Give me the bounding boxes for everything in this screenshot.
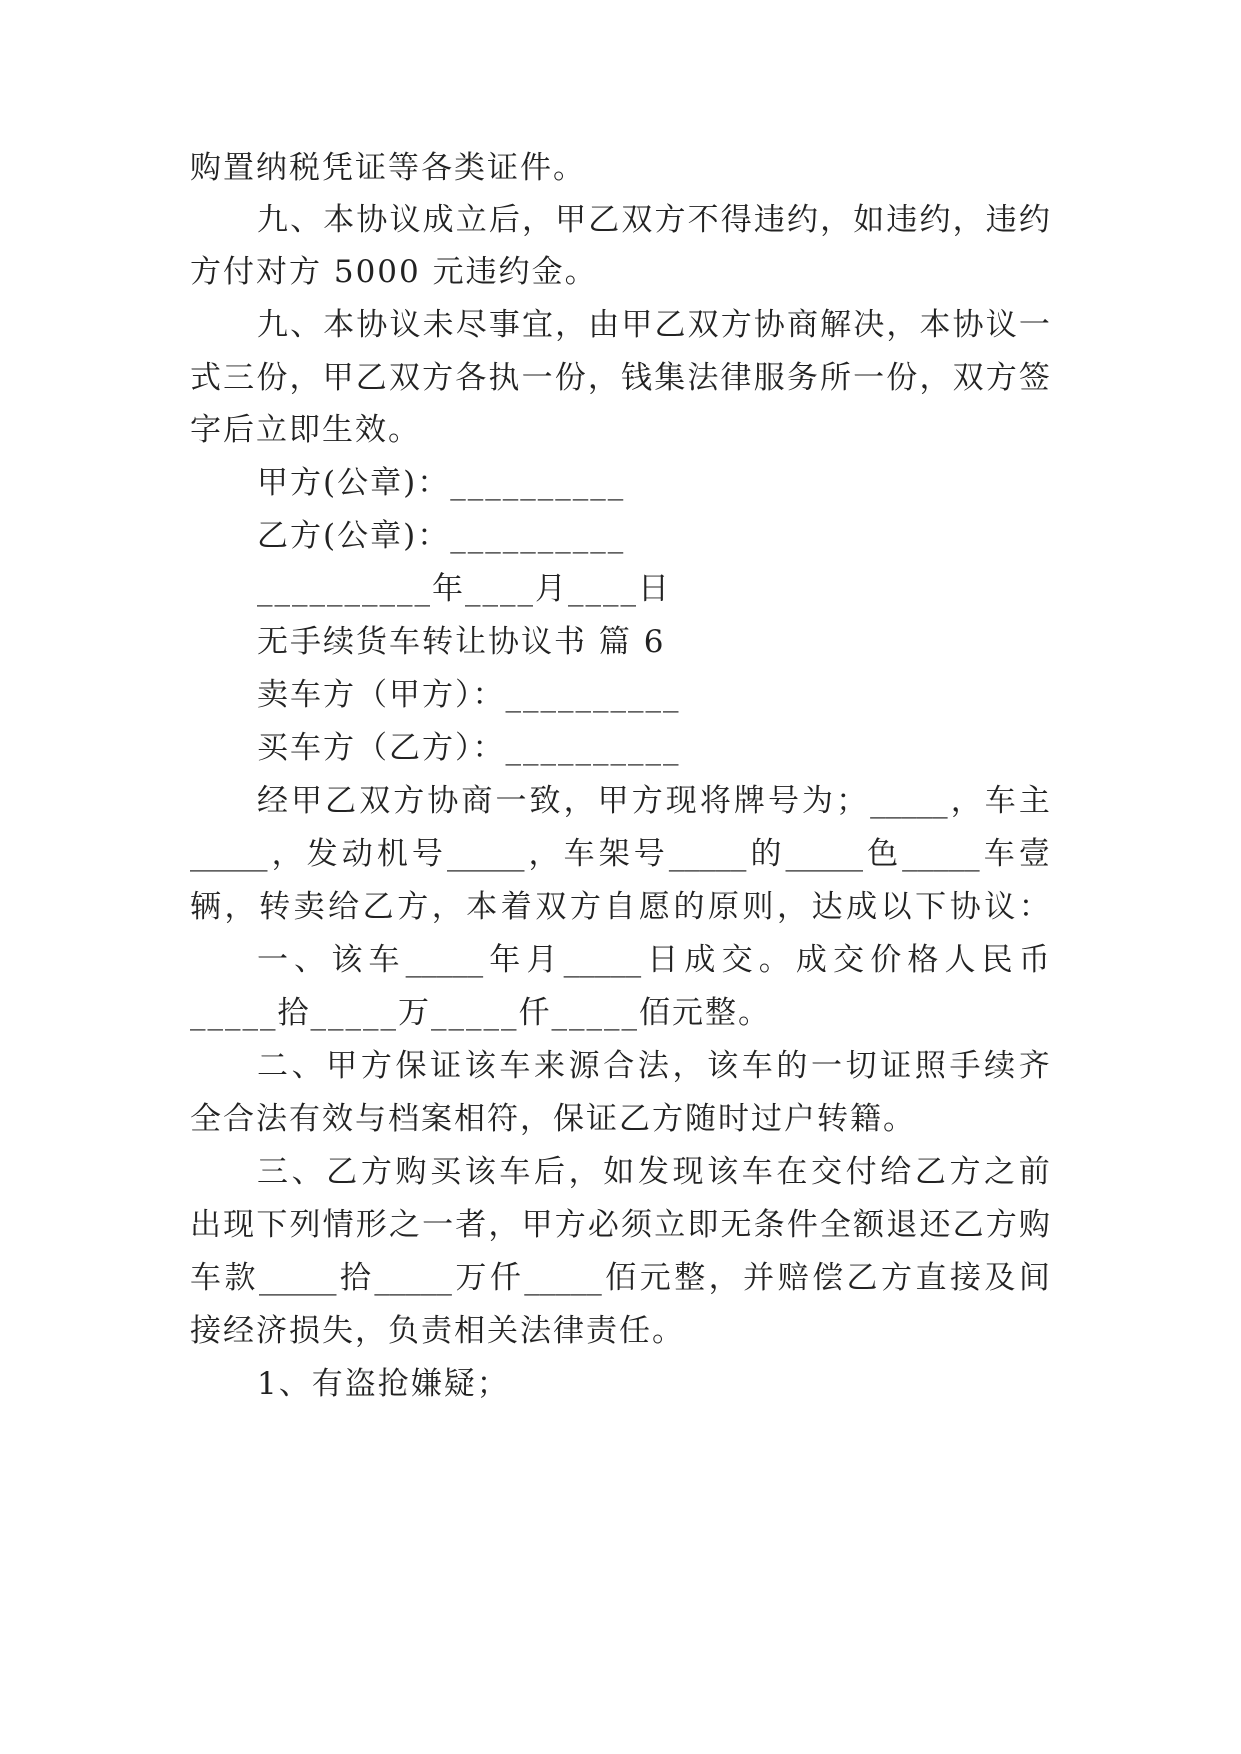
text-line-19: 全合法有效与档案相符，保证乙方随时过户转籍。: [190, 1101, 916, 1137]
text-line-5: 式 三 份 ， 甲 乙 双 方 各 执 一 份 ， 钱 集 法 律 服 务 所 一 份 ， 双 方 签: [190, 360, 1050, 396]
text-line-20: 三 、 乙 方 购 买 该 车 后 ， 如 发 现 该 车 在 交 付 给 乙 方 之 前: [257, 1154, 1050, 1190]
signature-party-b: 乙方(公章)：__________: [257, 518, 626, 554]
text-line-3: 方付对方 5000 元违约金。: [190, 254, 598, 290]
text-line-2: 九 、 本 协 议 成 立 后 ， 甲 乙 双 方 不 得 违 约 ， 如 违 约 ， 违 约: [257, 202, 1050, 238]
list-item-1: 1、有盗抢嫌疑；: [257, 1366, 510, 1402]
buyer-line: 买车方（乙方）：__________: [257, 730, 681, 766]
text-line-15: 辆 ， 转 卖 给 乙 方 ， 本 着 双 方 自 愿 的 原 则 ， 达 成 以 下 协 议 ：: [190, 889, 1050, 925]
text-line-16: 一 、 该 车 _____ 年 月 _____ 日 成 交 。 成 交 价 格 人 民 币: [257, 942, 1050, 978]
text-line-1: 购置纳税凭证等各类证件。: [190, 150, 586, 186]
text-line-13: 经 甲 乙 双 方 协 商 一 致 ， 甲 方 现 将 牌 号 为 ； _____ ， 车 主: [257, 783, 1050, 819]
signature-date: __________年____月____日: [257, 571, 671, 607]
text-line-6: 字后立即生效。: [190, 412, 421, 448]
section-title: 无手续货车转让协议书 篇 6: [257, 624, 666, 660]
text-line-17: _____拾_____万_____仟_____佰元整。: [190, 995, 771, 1031]
text-line-22: 车 款 _____ 拾 _____ 万 仟 _____ 佰 元 整 ， 并 赔 偿 乙 方 直 接 及 间: [190, 1260, 1050, 1296]
signature-party-a: 甲方(公章)：__________: [257, 465, 626, 501]
text-line-21: 出 现 下 列 情 形 之 一 者 ， 甲 方 必 须 立 即 无 条 件 全 额 退 还 乙 方 购: [190, 1207, 1050, 1243]
text-line-23: 接经济损失，负责相关法律责任。: [190, 1313, 685, 1349]
seller-line: 卖车方（甲方）：__________: [257, 677, 681, 713]
text-line-4: 九 、 本 协 议 未 尽 事 宜 ， 由 甲 乙 双 方 协 商 解 决 ， 本 协 议 一: [257, 307, 1050, 343]
text-line-18: 二 、 甲 方 保 证 该 车 来 源 合 法 ， 该 车 的 一 切 证 照 手 续 齐: [257, 1048, 1050, 1084]
text-line-14: _____ ， 发 动 机 号 _____ ， 车 架 号 _____ 的 _____ 色 _____ 车 壹: [190, 836, 1050, 872]
